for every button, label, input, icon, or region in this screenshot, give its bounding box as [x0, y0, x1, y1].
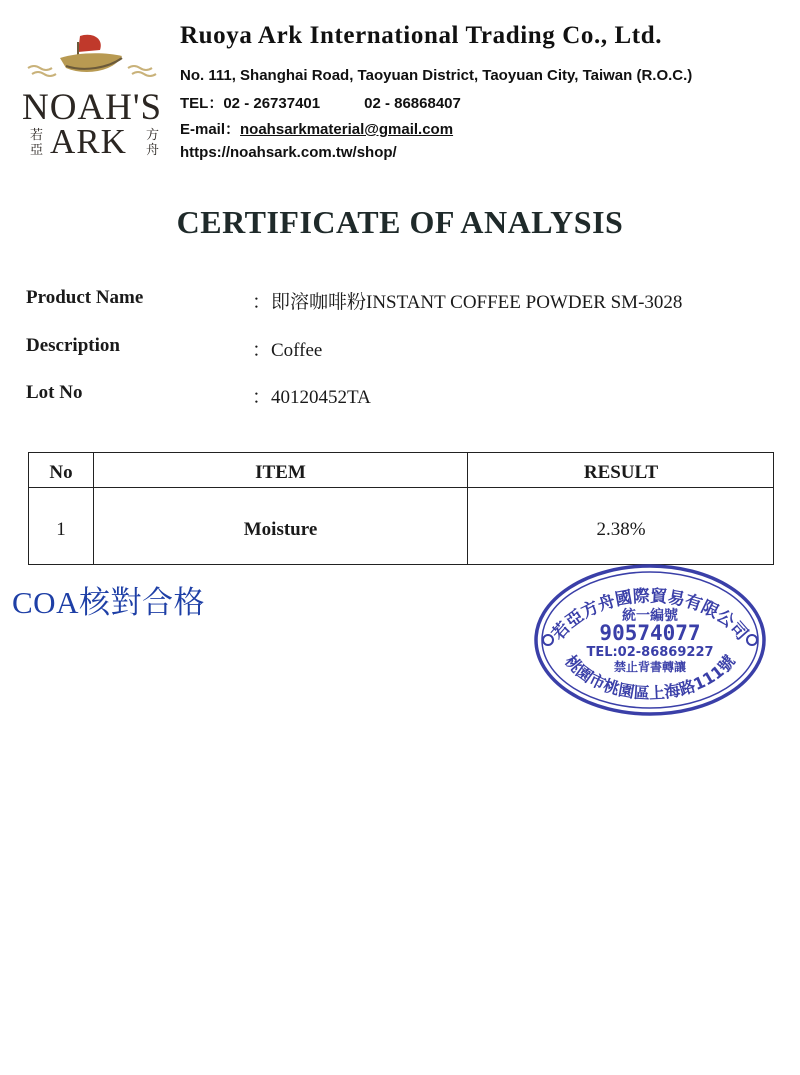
logo-brand-noahs: NOAH'S [22, 87, 163, 128]
description-value: ：Coffee [252, 340, 323, 361]
stamp-line1: 統一編號 [622, 608, 678, 624]
stamp-flower-icon [747, 635, 757, 645]
company-address: No. 111, Shanghai Road, Taoyuan District, Taoyuan City, Taiwan (R.O.C.) [180, 67, 693, 84]
table-header-divider [29, 487, 773, 488]
logo-cjk-left: 若亞 [30, 128, 44, 158]
stamp-flower-icon [543, 635, 553, 645]
tel-number-2: 02 - 86868407 [364, 95, 461, 112]
document-title: CERTIFICATE OF ANALYSIS [176, 204, 624, 240]
logo-brand-ark: ARK [50, 122, 127, 161]
logo-cjk-right: 方舟 [146, 128, 160, 158]
table-header-no: No [49, 462, 73, 483]
company-seal-stamp [528, 560, 772, 720]
stamp-line3: TEL:02-86869227 [586, 645, 714, 660]
table-header-item: ITEM [255, 462, 306, 483]
table-cell-result: 2.38% [596, 519, 646, 540]
product-name-label: Product Name [26, 287, 144, 308]
lot-no-label: Lot No [26, 382, 83, 403]
lot-no-value: ：40120452TA [252, 387, 371, 408]
company-website[interactable]: https://noahsark.com.tw/shop/ [180, 144, 397, 161]
company-phone [180, 92, 461, 113]
table-header-result: RESULT [583, 462, 659, 483]
company-name: Ruoya Ark International Trading Co., Ltd. [180, 22, 663, 49]
stamp-bottom-text: 桃園市桃園區上海路111號 [561, 651, 739, 703]
table-cell-item: Moisture [243, 519, 318, 540]
stamp-line4: 禁止背書轉讓 [613, 660, 687, 674]
email-link[interactable]: noahsarkmaterial@gmail.com [240, 121, 454, 138]
company-email [180, 118, 453, 139]
tel-label: TEL： [180, 95, 224, 112]
product-name-value: ：即溶咖啡粉INSTANT COFFEE POWDER SM-3028 [252, 292, 683, 313]
table-cell-no: 1 [56, 519, 66, 540]
stamp-line2: 90574077 [599, 621, 701, 645]
stamp-outer-text: 若亞方舟國際貿易有限公司 [548, 586, 752, 645]
analysis-table [28, 452, 774, 565]
email-label: E-mail： [180, 121, 241, 138]
description-label: Description [26, 335, 120, 356]
coa-verified-note: COA核對合格 [12, 585, 205, 620]
tel-number-1: 02 - 26737401 [223, 95, 321, 112]
